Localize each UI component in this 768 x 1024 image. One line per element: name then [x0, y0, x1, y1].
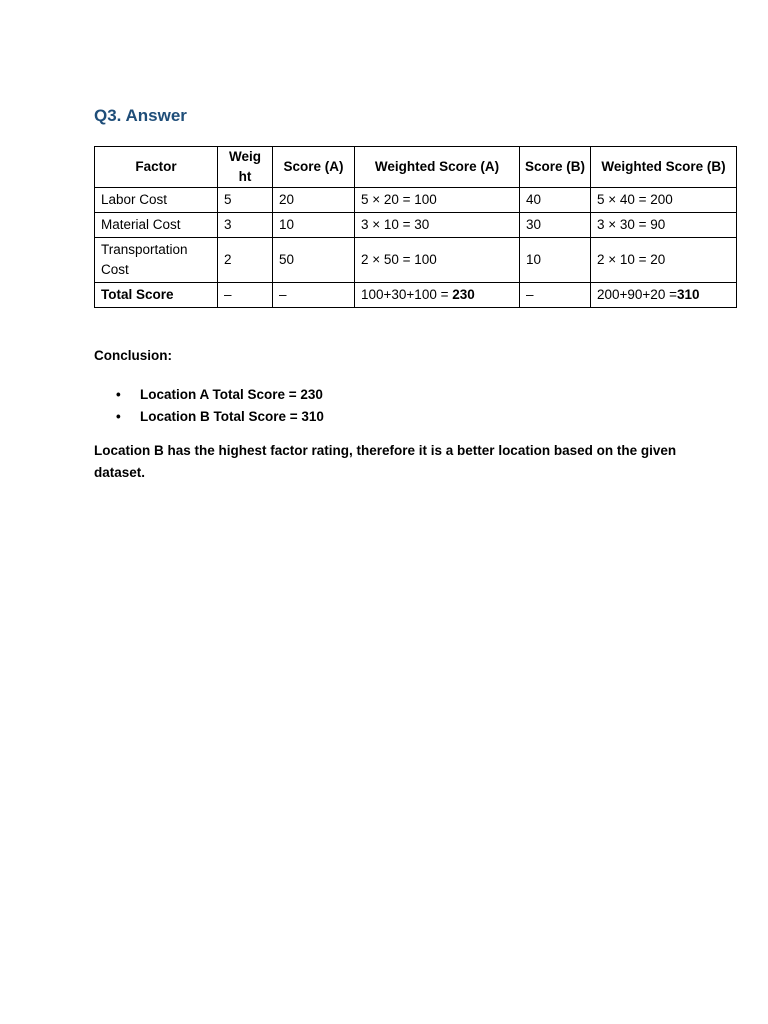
cell-total-weight: –	[218, 283, 273, 308]
list-item	[116, 384, 736, 406]
factor-rating-table	[94, 146, 737, 308]
cell-factor: Transportation Cost	[95, 238, 218, 283]
cell-score-a: 10	[273, 213, 355, 238]
cell-score-b: 30	[520, 213, 591, 238]
conclusion-paragraph: Location B has the highest factor rating, therefore it is a better location based on the given dataset.	[94, 443, 677, 480]
table-row	[95, 188, 737, 213]
header-weight: Weig ht	[218, 147, 273, 188]
list-item-text: Location B Total Score = 310	[140, 409, 324, 424]
document-page	[94, 106, 736, 484]
header-score-a: Score (A)	[273, 147, 355, 188]
cell-total-weighted-b	[591, 283, 737, 308]
cell-factor: Material Cost	[95, 213, 218, 238]
cell-weighted-b: 5 × 40 = 200	[591, 188, 737, 213]
cell-weight: 2	[218, 238, 273, 283]
conclusion-label: Conclusion:	[94, 348, 172, 363]
table-header-row	[95, 147, 737, 188]
list-item	[116, 406, 736, 428]
list-item-text: Location A Total Score = 230	[140, 387, 323, 402]
cell-total-label: Total Score	[95, 283, 218, 308]
cell-total-score-b: –	[520, 283, 591, 308]
cell-score-b: 40	[520, 188, 591, 213]
cell-weight: 3	[218, 213, 273, 238]
table-row	[95, 238, 737, 283]
bullet-icon: •	[116, 409, 121, 424]
cell-score-b: 10	[520, 238, 591, 283]
table-total-row	[95, 283, 737, 308]
cell-weighted-b: 3 × 30 = 90	[591, 213, 737, 238]
conclusion-list	[94, 384, 736, 428]
total-b-value: 310	[676, 287, 700, 302]
cell-weight: 5	[218, 188, 273, 213]
table-row	[95, 213, 737, 238]
total-a-formula: 100+30+100 =	[361, 287, 453, 302]
cell-weighted-a: 3 × 10 = 30	[355, 213, 520, 238]
page-title: Q3. Answer	[94, 106, 187, 125]
cell-score-a: 20	[273, 188, 355, 213]
cell-score-a: 50	[273, 238, 355, 283]
header-weighted-score-b: Weighted Score (B)	[591, 147, 737, 188]
cell-weighted-a: 2 × 50 = 100	[355, 238, 520, 283]
total-a-value: 230	[452, 287, 475, 302]
cell-total-score-a: –	[273, 283, 355, 308]
cell-factor: Labor Cost	[95, 188, 218, 213]
cell-total-weighted-a	[355, 283, 520, 308]
cell-weighted-a: 5 × 20 = 100	[355, 188, 520, 213]
total-b-formula: 200+90+20 =	[597, 287, 677, 302]
header-score-b: Score (B)	[520, 147, 591, 188]
cell-weighted-b: 2 × 10 = 20	[591, 238, 737, 283]
header-weighted-score-a: Weighted Score (A)	[355, 147, 520, 188]
bullet-icon: •	[116, 387, 121, 402]
header-factor: Factor	[95, 147, 218, 188]
